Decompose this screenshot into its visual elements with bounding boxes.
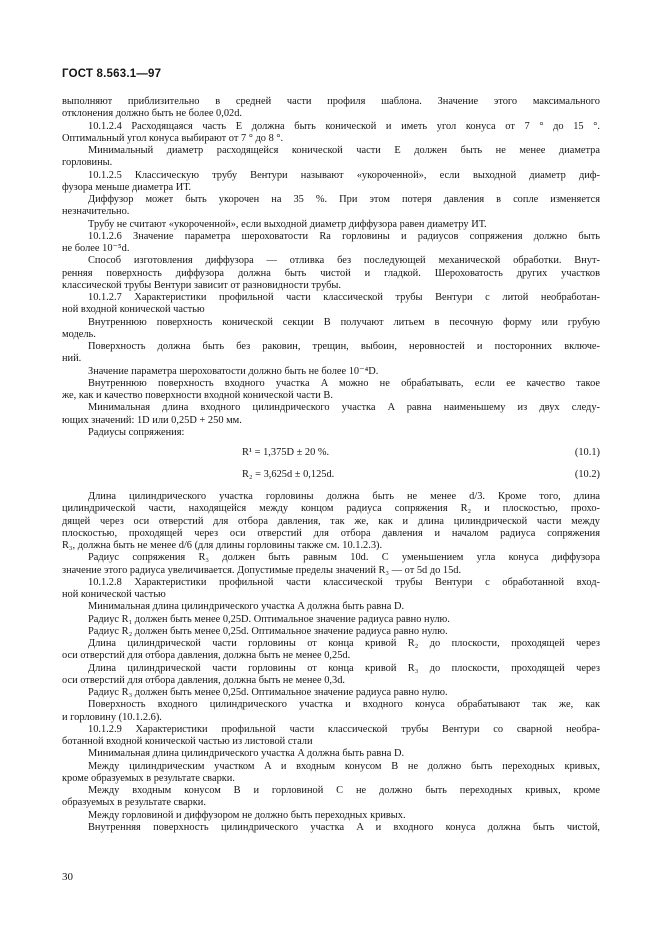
text-line: классической трубы Вентури зависит от разновидности трубы. bbox=[62, 279, 342, 291]
text-line: цилиндрической части, находящейся между концом радиуса сопряжения R₂ и плоскостью, прохо- bbox=[62, 503, 600, 515]
text-line: кроме образуемых в результате сварки. bbox=[62, 772, 235, 784]
text-line: горловины. bbox=[62, 157, 113, 169]
text-line: Длина цилиндрической части горловины от конца кривой R₂ до плоскости, проходящей через bbox=[88, 638, 600, 649]
text-line: значение этого радиуса увеличивается. Допустимые пределы значений R₃ — от 5d до 15d. bbox=[62, 564, 462, 576]
text-line: отклонения должно быть не более 0,02d. bbox=[62, 108, 243, 120]
text-line: Между цилиндрическим участком A и входным конусом B не должно быть переходных кривых, bbox=[88, 760, 600, 772]
text-line: Длина цилиндрического участка горловины должна быть не менее d/3. Кроме того, длина bbox=[88, 491, 600, 502]
text-line: Минимальная длина входного цилиндрического участка A равна наименьшему из двух следу- bbox=[88, 402, 600, 414]
text-line: же, как и качество поверхности входной конической части B. bbox=[62, 390, 333, 401]
text-line: Между горловиной и диффузором не должно быть переходных кривых. bbox=[88, 809, 406, 821]
text-line: 10.1.2.5 Классическую трубу Вентури называют «укороченной», если выходной диаметр диф- bbox=[88, 169, 600, 181]
text-line: не более 10⁻⁵d. bbox=[62, 243, 130, 254]
text-line: Минимальный диаметр расходящейся конической части E должен быть не менее диаметра bbox=[88, 145, 600, 156]
text-line: и горловину (10.1.2.6). bbox=[62, 711, 162, 723]
text-line: Радиус R₂ должен быть менее 0,25d. Оптимальное значение радиуса равно нулю. bbox=[88, 625, 448, 637]
text-line: R₃, должна быть не менее d/6 (для длины горловины также см. 10.1.2.3). bbox=[62, 540, 383, 551]
text-line: Способ изготовления диффузора — отливка без последующей механической обработки. Внут- bbox=[88, 255, 600, 267]
text-line: Внутренняя поверхность цилиндрического участка A и входного конуса должна быть чистой, bbox=[88, 821, 600, 833]
text-line: модель. bbox=[62, 328, 96, 340]
text-line: Внутреннюю поверхность входного участка A можно не обрабатывать, если ее качество такое bbox=[88, 377, 600, 389]
text-line: ботанной входной конической частью из листовой стали bbox=[62, 736, 313, 747]
text-line: Длина цилиндрической части горловины от конца кривой R₃ до плоскости, проходящей через bbox=[88, 662, 600, 674]
formula-expression: R¹ = 1,375D ± 20 %. bbox=[242, 447, 330, 458]
formula-expression: R₂ = 3,625d ± 0,125d. bbox=[242, 469, 335, 480]
text-line: выполняют приблизительно в средней части профиля шаблона. Значение этого максимального bbox=[62, 96, 600, 107]
page-number: 30 bbox=[62, 871, 73, 883]
text-line: Радиус сопряжения R₃ должен быть равным 10d. С уменьшением угла конуса диффузора bbox=[88, 552, 600, 564]
text-line: незначительно. bbox=[62, 206, 130, 218]
formula-10-2 bbox=[62, 465, 600, 487]
text-line: Минимальная длина цилиндрического участка A должна быть равна D. bbox=[88, 748, 405, 760]
text-line: ющих значений: 1D или 0,25D + 250 мм. bbox=[62, 414, 242, 426]
text-line: Радиусы сопряжения: bbox=[88, 426, 185, 438]
text-line: фузора меньше диаметра ИТ. bbox=[62, 181, 192, 193]
text-line: образуемых в результате сварки. bbox=[62, 797, 206, 809]
text-line: Радиус R₃ должен быть менее 0,25d. Оптимальное значение радиуса равно нулю. bbox=[88, 687, 448, 698]
text-line: ной конической частью bbox=[62, 589, 166, 600]
text-line: ной входной конической частью bbox=[62, 304, 205, 316]
text-line: Радиус R₁ должен быть менее 0,25D. Оптимальное значение радиуса равно нулю. bbox=[88, 613, 450, 625]
document-header: ГОСТ 8.563.1—97 bbox=[62, 68, 162, 80]
text-line: 10.1.2.9 Характеристики профильной части классической трубы Вентури со сварной необра- bbox=[88, 723, 600, 735]
text-line: оси отверстий для отбора давления, должна быть не менее 0,25d. bbox=[62, 650, 351, 662]
formula-number: (10.2) bbox=[574, 469, 600, 480]
text-line: дящей через оси отверстий для отбора давления, так же, как и длина цилиндрической части между bbox=[62, 515, 600, 527]
text-line: Поверхность должна быть без раковин, трещин, выбоин, неровностей и посторонних включе- bbox=[88, 341, 600, 352]
text-line: 10.1.2.7 Характеристики профильной части классической трубы Вентури с литой необработан- bbox=[88, 292, 600, 303]
text-line: Оптимальный угол конуса выбирают от 7 ° до 8 °. bbox=[62, 132, 284, 144]
text-line: плоскостью, проходящей через оси отверстий для отбора давления и началом радиуса сопряжения bbox=[62, 527, 600, 539]
text-line: 10.1.2.4 Расходящаяся часть E должна быть конической и иметь угол конуса от 7 ° до 15 °. bbox=[88, 120, 600, 132]
text-line: оси отверстий для отбора давления, должна быть не менее 0,3d. bbox=[62, 674, 345, 686]
text-line: Значение параметра шероховатости должно быть не более 10⁻⁴D. bbox=[88, 365, 379, 377]
text-line: Трубу не считают «укороченной», если выходной диаметр диффузора равен диаметру ИТ. bbox=[88, 218, 487, 230]
text-line: ний. bbox=[62, 353, 82, 365]
text-line: 10.1.2.6 Значение параметра шероховатости Ra горловины и радиусов сопряжения должно быть bbox=[88, 230, 600, 242]
text-line: Между входным конусом B и горловиной C не должно быть переходных кривых, кроме bbox=[88, 785, 600, 796]
text-line: Поверхность входного цилиндрического участка и входного конуса обрабатывают так же, как bbox=[88, 699, 600, 711]
text-line: Диффузор может быть укорочен на 35 %. При этом потеря давления в сопле изменяется bbox=[88, 194, 600, 205]
text-line: Минимальная длина цилиндрического участка A должна быть равна D. bbox=[88, 601, 405, 613]
text-line: 10.1.2.8 Характеристики профильной части классической трубы Вентури с обработанной вход- bbox=[88, 576, 600, 588]
formula-10-1 bbox=[62, 443, 600, 465]
formula-number: (10.1) bbox=[574, 447, 600, 458]
document-body bbox=[62, 96, 600, 834]
text-line: Внутреннюю поверхность конической секции B получают литьем в песочную форму или грубую bbox=[88, 316, 600, 328]
text-line: ренняя поверхность диффузора должна быть чистой и гладкой. Шероховатость других участков bbox=[62, 267, 600, 279]
